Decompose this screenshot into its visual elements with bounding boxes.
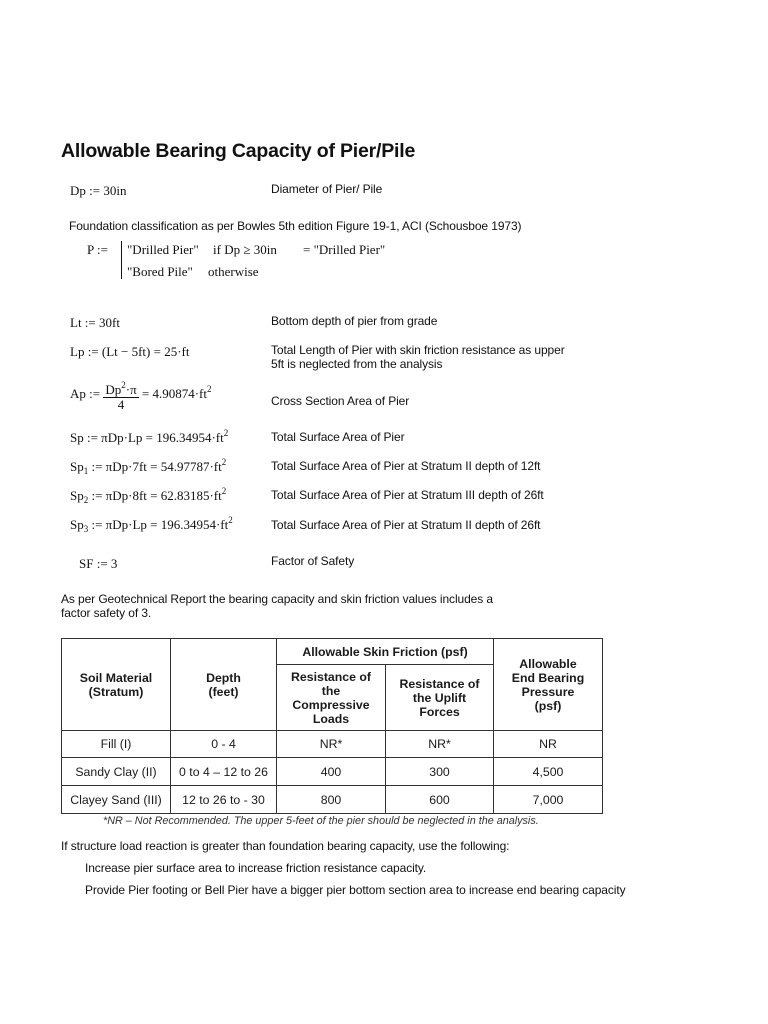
table-footnote: *NR – Not Recommended. The upper 5-feet of the pier should be neglected in the analysis. <box>103 815 539 827</box>
cell-uplift: 600 <box>386 786 494 814</box>
classification-row2-value: "Bored Pile" <box>127 264 193 279</box>
cell-depth: 0 to 4 – 12 to 26 <box>171 758 277 786</box>
header-end-bearing: Allowable End Bearing Pressure (psf) <box>494 639 603 731</box>
cell-compressive: 400 <box>277 758 386 786</box>
sp2-description: Total Surface Area of Pier at Stratum III depth of 26ft <box>271 488 544 502</box>
cell-end-bearing: NR <box>494 731 603 758</box>
cell-soil: Clayey Sand (III) <box>62 786 171 814</box>
report-note-line2: factor safety of 3. <box>61 606 152 620</box>
sp-expression: Sp := $\pi Dp\cdot Lp = 196.34954\cdot ft^2$ <box>70 428 229 445</box>
lt-description: Bottom depth of pier from grade <box>271 314 438 328</box>
header-uplift: Resistance of the Uplift Forces <box>386 665 494 731</box>
lp-expression: Lp := (Lt − 5ft) = 25·ft <box>70 344 190 359</box>
sp3-description: Total Surface Area of Pier at Stratum II depth of 26ft <box>271 518 541 532</box>
table-row <box>62 731 603 758</box>
sp-description: Total Surface Area of Pier <box>271 430 405 444</box>
cell-depth: 12 to 26 to - 30 <box>171 786 277 814</box>
sp2-expression: $Sp_2$ := $\pi Dp\cdot 8ft = 62.83185\cdot ft^2$ <box>70 486 227 505</box>
lp-description-line1: Total Length of Pier with skin friction resistance as upper <box>271 343 565 357</box>
classification-lhs: P := <box>87 242 108 257</box>
header-soil-material: Soil Material (Stratum) <box>62 639 171 731</box>
header-depth: Depth (feet) <box>171 639 277 731</box>
lp-description-line2: 5ft is neglected from the analysis <box>271 357 443 371</box>
cell-compressive: 800 <box>277 786 386 814</box>
classification-row1-condition: if Dp ≥ 30in <box>213 242 277 257</box>
soil-capacity-table <box>61 638 603 814</box>
table-row <box>62 758 603 786</box>
sp1-expression: $Sp_1$ := $\pi Dp\cdot 7ft = 54.97787\cdot ft^2$ <box>70 457 227 476</box>
cell-depth: 0 - 4 <box>171 731 277 758</box>
cell-soil: Fill (I) <box>62 731 171 758</box>
classification-result: = "Drilled Pier" <box>303 242 386 257</box>
ap-fraction: $\frac{Dp^2\cdot\pi}{4}$ <box>105 380 137 412</box>
cell-compressive: NR* <box>277 731 386 758</box>
cell-uplift: 300 <box>386 758 494 786</box>
closing-intro: If structure load reaction is greater than foundation bearing capacity, use the following: <box>61 839 510 853</box>
classification-row2-condition: otherwise <box>208 264 259 279</box>
sf-expression: SF := 3 <box>79 556 118 571</box>
classification-brace <box>121 241 122 279</box>
sp3-expression: $Sp_3$ := $\pi Dp\cdot Lp = 196.34954\cdot ft^2$ <box>70 515 233 534</box>
header-skin-friction: Allowable Skin Friction (psf) <box>277 639 494 665</box>
report-note-line1: As per Geotechnical Report the bearing capacity and skin friction values includes a <box>61 592 493 606</box>
dp-expression: Dp := 30in <box>70 183 127 198</box>
closing-item: Increase pier surface area to increase friction resistance capacity. <box>85 861 427 875</box>
header-compressive: Resistance of the Compressive Loads <box>277 665 386 731</box>
ap-expression: Ap := $\frac{Dp^2\cdot\pi}{4}$ = $4.90874\cdot ft^2$ <box>70 380 212 412</box>
sp1-description: Total Surface Area of Pier at Stratum II depth of 12ft <box>271 459 541 473</box>
dp-description: Diameter of Pier/ Pile <box>271 182 383 196</box>
closing-item: Provide Pier footing or Bell Pier have a bigger pier bottom section area to increase end bearing capacity <box>85 883 626 897</box>
sf-description: Factor of Safety <box>271 554 355 568</box>
classification-text: Foundation classification as per Bowles 5th edition Figure 19-1, ACI (Schousboe 1973) <box>69 219 522 233</box>
cell-end-bearing: 4,500 <box>494 758 603 786</box>
classification-row1-value: "Drilled Pier" <box>127 242 199 257</box>
cell-soil: Sandy Clay (II) <box>62 758 171 786</box>
cell-uplift: NR* <box>386 731 494 758</box>
ap-description: Cross Section Area of Pier <box>271 394 410 408</box>
cell-end-bearing: 7,000 <box>494 786 603 814</box>
lt-expression: Lt := 30ft <box>70 315 120 330</box>
page-title: Allowable Bearing Capacity of Pier/Pile <box>61 140 416 162</box>
table-row <box>62 786 603 814</box>
